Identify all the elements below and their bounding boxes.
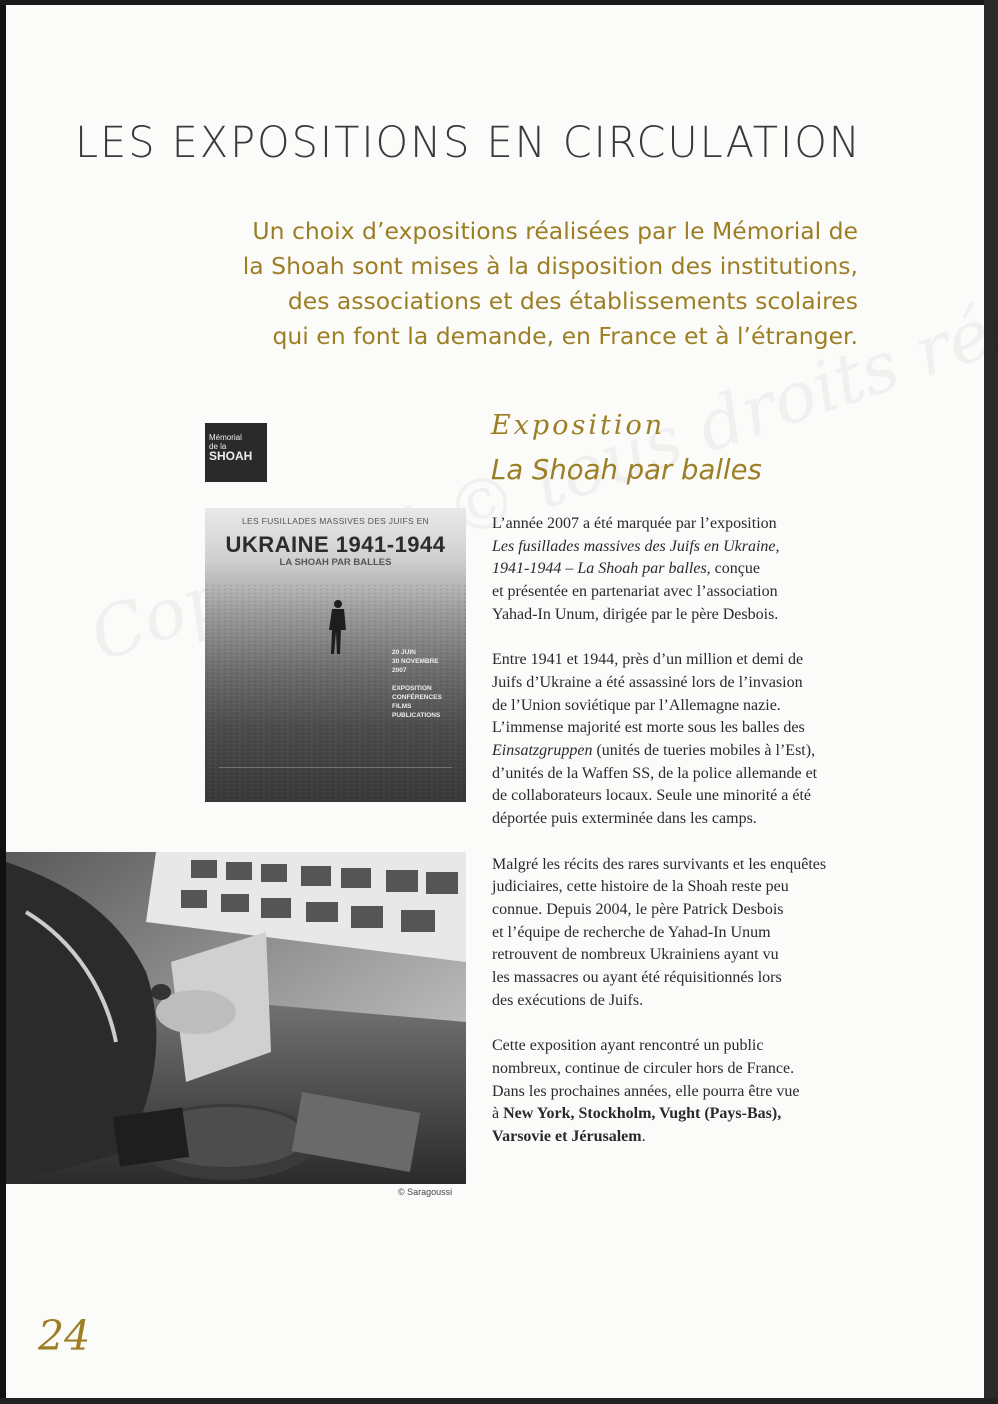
body-paragraph	[492, 1035, 872, 1149]
scan-edge-left	[0, 0, 6, 1404]
body-line	[492, 649, 872, 672]
logo-line: SHOAH	[209, 449, 253, 463]
text-run: Einsatzgruppen	[492, 742, 593, 760]
body-line	[492, 672, 872, 695]
text-run: Yahad-In Unum, dirigée par le père Desbois.	[492, 605, 779, 623]
body-line	[492, 604, 872, 627]
poster-title: UKRAINE 1941-1944	[225, 532, 446, 557]
walking-man-figure	[323, 598, 353, 658]
text-run: d’unités de la Waffen SS, de la police allemande et	[492, 764, 818, 782]
text-run: Dans les prochaines années, elle pourra être vue	[492, 1082, 800, 1100]
body-line	[492, 1058, 872, 1081]
body-line	[492, 717, 872, 740]
body-line	[492, 854, 872, 877]
text-run: et présentée en partenariat avec l’association	[492, 583, 778, 601]
text-run: connue. Depuis 2004, le père Patrick Desbois	[492, 900, 784, 918]
body-line	[492, 876, 872, 899]
body-line	[492, 1081, 872, 1104]
text-run: de collaborateurs locaux. Seule une minorité a été	[492, 787, 811, 805]
body-line	[492, 740, 872, 763]
poster-info: FILMS	[392, 703, 412, 710]
intro-line: qui en font la demande, en France et à l’étranger.	[272, 322, 858, 350]
text-run: (unités de tueries mobiles à l’Est),	[592, 742, 816, 760]
scan-edge-bottom	[0, 1398, 998, 1404]
text-run: L’immense majorité est morte sous les balles des	[492, 719, 805, 737]
body-line	[492, 967, 872, 990]
page-number: 24	[38, 1312, 91, 1360]
poster-date: 20 JUIN	[392, 649, 416, 656]
body-line	[492, 808, 872, 831]
scan-edge-right	[984, 0, 998, 1404]
exhibition-poster	[205, 508, 466, 802]
body-line	[492, 785, 872, 808]
exhibition-name: La Shoah par balles	[491, 454, 762, 486]
text-run: retrouvent de nombreux Ukrainiens ayant vu	[492, 946, 779, 964]
text-run: les massacres ou ayant été réquisitionnés lors	[492, 969, 782, 987]
photo-scene	[6, 852, 466, 1184]
text-run: Les fusillades massives des Juifs en Ukraine,	[492, 537, 780, 555]
intro-paragraph	[150, 214, 858, 354]
body-line	[492, 558, 872, 581]
text-run: déportée puis exterminée dans les camps.	[492, 810, 757, 828]
body-line	[492, 763, 872, 786]
poster-info: CONFÉRENCES	[392, 694, 442, 701]
poster-footer-logos	[219, 767, 452, 790]
text-run: nombreux, continue de circuler hors de France.	[492, 1059, 795, 1077]
text-run: .	[641, 1127, 646, 1145]
body-paragraph	[492, 854, 872, 1013]
page-title: LES EXPOSITIONS EN CIRCULATION	[75, 118, 862, 168]
body-line	[492, 990, 872, 1013]
poster-date: 30 NOVEMBRE	[392, 658, 439, 665]
body-line	[492, 1126, 872, 1149]
photo-credit: © Saragoussi	[398, 1187, 453, 1197]
body-text	[492, 513, 872, 1171]
poster-info: EXPOSITION	[392, 685, 432, 692]
text-run: L’année 2007 a été marquée par l’exposition	[492, 515, 777, 532]
body-paragraph	[492, 649, 872, 831]
body-line	[492, 922, 872, 945]
text-run: judiciaires, cette histoire de la Shoah reste peu	[492, 878, 789, 896]
poster-subtitle: LA SHOAH PAR BALLES	[279, 557, 392, 568]
exhibition-label: Exposition	[491, 410, 666, 441]
text-run: à	[492, 1105, 504, 1123]
body-line	[492, 581, 872, 604]
text-run: de l’Union soviétique par l’Allemagne nazie.	[492, 696, 781, 714]
text-run: des exécutions de Juifs.	[492, 991, 644, 1009]
body-line	[492, 513, 872, 536]
poster-top-line: LES FUSILLADES MASSIVES DES JUIFS EN	[242, 516, 429, 526]
body-line	[492, 899, 872, 922]
text-run: Juifs d’Ukraine a été assassiné lors de l’invasion	[492, 673, 803, 691]
body-paragraph	[492, 513, 872, 627]
exhibition-photo	[6, 852, 466, 1184]
text-run: 1941-1944 – La Shoah par balles	[492, 560, 707, 578]
text-run: Entre 1941 et 1944, près d’un million et demi de	[492, 651, 804, 669]
text-run: et l’équipe de recherche de Yahad-In Unum	[492, 923, 771, 941]
poster-date: 2007	[392, 667, 407, 674]
body-line	[492, 1103, 872, 1126]
logo-line: de la	[209, 442, 227, 451]
intro-line: des associations et des établissements scolaires	[287, 287, 858, 315]
body-line	[492, 1035, 872, 1058]
logo-line: Mémorial	[209, 433, 242, 442]
text-run: Varsovie et Jérusalem	[492, 1127, 642, 1145]
memorial-logo	[205, 423, 267, 482]
text-run: New York, Stockholm, Vught (Pays-Bas),	[503, 1105, 782, 1123]
intro-line: Un choix d’expositions réalisées par le Mémorial de	[252, 217, 858, 245]
poster-info: PUBLICATIONS	[392, 712, 441, 719]
text-run: Malgré les récits des rares survivants et les enquêtes	[492, 855, 827, 873]
text-run: Cette exposition ayant rencontré un public	[492, 1037, 764, 1055]
intro-line: la Shoah sont mises à la disposition des institutions,	[242, 252, 858, 280]
body-line	[492, 944, 872, 967]
body-line	[492, 695, 872, 718]
body-line	[492, 536, 872, 559]
scan-edge-top	[0, 0, 998, 5]
poster-dates	[392, 648, 452, 720]
text-run: , conçue	[706, 560, 760, 578]
